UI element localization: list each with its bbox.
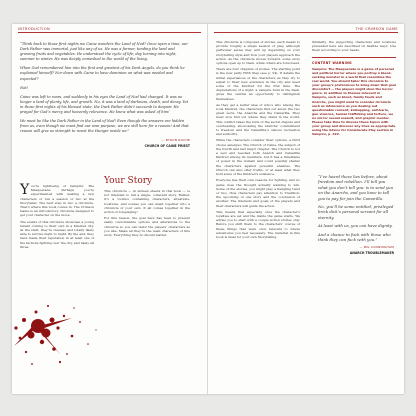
sidebar-column xyxy=(312,40,396,136)
running-head-left: INTRODUCTION xyxy=(18,27,51,31)
quote-paragraph: When God remembered him into the first and greatest of his Dark Angels, do you think he explained himself? Nor down with Caine to have dominion on what was needed and expected? xyxy=(20,66,185,81)
left-page xyxy=(12,24,208,394)
attribution-role: ANARCH TROUBLEMAKER xyxy=(349,250,394,255)
opening-quote xyxy=(20,42,190,149)
running-head-right: THE CRIMSON GAME xyxy=(355,27,398,31)
content-warning-text: Vampire: The Masquerade is a game of personal and political horror where you portray a blood-sucking monster in a world that resembles the real world. You should tailor this chronicle to your group’s preferences to bring down that goal discomfort — the players might shun the horror genre. In addition to themes inherent in Vampire, such as blood, family feuds and Anarchs, you might want to consider chronicle such as intolerance as you dealing out questionable consent, kidnapping, self-harm, gun violence, human trafficking and torture, we no mirror sexual assault, and graphic murder. Please take time to discuss these topics with your group and discover any lines as appropriate using the Advice for Considerate Play section in Vampire, p. 422. xyxy=(312,66,396,137)
body-paragraph: This chronicle is composed of stories, each meant to provide roughly a single session of play, although particular series may add up depending on your storytelling style and how your players approach the action. As the chronicle moves forward, some story options open up to them, while others are foreclosed. xyxy=(216,40,300,66)
body-paragraph: This means that especially once the character’s loyalties are set and the inside the game starts. We advise you to start with a couple Action stories only. Before you shift them to the characters’ course of these things that were once relevant to where adventures you feel necessary. The material in this book is ideal for your own Storytelling. xyxy=(216,209,300,239)
attribution-name: — BIG CUNNINGHAM xyxy=(359,245,394,250)
body-paragraph: Similarly, the supporting characters and locations presented here are described on flexible ways. Use them according to your needs. xyxy=(312,40,396,53)
header-rule-left xyxy=(18,32,201,33)
header-rule-right xyxy=(214,32,398,33)
quote-attribution xyxy=(20,138,190,148)
quote-paragraph: Not! xyxy=(20,85,29,90)
quote-paragraph: At least with us, you can have dignity. xyxy=(318,223,393,229)
quote-paragraph: No, you’ll be some entitled, privileged brick dick’s personal servant for all eternity. xyxy=(318,204,394,220)
book-spread xyxy=(12,24,404,394)
body-paragraph: As they get a better idea of who’s who among the local Kindred, the characters find out about the two great sects, the Anarchs and the Camarilla. They must now find out where they stand in the world. This conflict takes the form of the secret dispute and overbearing, showcasing the Anarchs’ commitment to freedom and the Camarilla’s callous recreation and authority. xyxy=(216,102,300,137)
chronicle-column xyxy=(216,40,300,241)
attribution-role: CHURCH OF CAINE PRIEST xyxy=(144,143,190,148)
section-title: Your Story xyxy=(104,176,153,186)
body-paragraph: There are four chapters of stories. The starting point is the new party Fifth Step (see p. 54). It details the initial experiences of the characters as they try to adjust to their new existence in the city and meet some of the Kindred for the first time. The depredations of a night, a vampire hunt in the flesh, gives the central an opportunity to distinguish themselves. xyxy=(216,67,300,101)
blood-splatter-decoration xyxy=(12,234,162,394)
content-warning-box xyxy=(312,57,396,137)
quote-paragraph: We must be like the Dark Father in the Land of Nod! Even though the answers are hidden from us, even though we must find our own purpose, we are still here for a reason! And that reason will give us strength to resist the Hunger inside us!” xyxy=(20,119,189,134)
intro-text: ou’re lightbeing of Vampire: The Masquerade. Perhaps you’re experimented with making a few characters or run a session or two at the Storyteller. The next step in two a chronicle. That’s where this book comes in. The Crimson Game is an introductory chronicle designed to get your character on the move. xyxy=(20,184,94,218)
quote-paragraph: And a chance to fuck with those who think they can fuck with you.” xyxy=(318,231,391,243)
quote-paragraph: “Think back to those first nights we Caine wonders the Land of Nod? Once upon a time, our Dark Father was immortal, just like any of us. He was a farmer, tending the land and growing fruits and vegetables. He understood the cycle of life; day turning into night, summer to winter. He was deeply enmeshed in the world of the living. xyxy=(20,42,188,62)
intro-paragraph xyxy=(20,184,94,218)
quote-attribution xyxy=(318,245,394,256)
quote-paragraph: “I’ve heard these lies before, about freedom and rebellion. I’ll tell you what you don’t tell you: is to send you on the Anarchs, and you have to tell you to pay for join the Camarilla. xyxy=(318,174,393,201)
content-warning-title: CONTENT WARNING xyxy=(312,60,352,65)
attribution-name: — BYRON ROCHE xyxy=(161,138,190,143)
story-paragraph: For this reason, the goal here has been to present easily customizable options and alterations to the chronicle so you can tailor the players’ characters as you like. Make all they’re the main characters of this story. Everything they do should matter. xyxy=(104,216,190,238)
right-page xyxy=(208,24,404,394)
anarch-quote xyxy=(318,174,394,256)
body-paragraph: Everyone has their own reasons for fighting, and no game does the thought actually wanting to win. Some of the stories, you might play a fledgling twist or two, thus characters pay attention to Tradition, the upcoming of one story and the conclusion of another. The interests and goals of the players and their characters will guide the action. xyxy=(216,178,300,208)
drop-cap: Y xyxy=(20,182,30,198)
your-story-column xyxy=(104,176,190,239)
quote-paragraph: Caine was left to roam, and suddenly in his eyes the Land of Nod had changed. It was no longer a land of plenty, life, and growth. No, it was a land of darkness, death, and decay. Yet in those first nights of his blessed state, the Dark Father didn’t succumb to despair. He prayed for God’s mercy and heavenly relevance. He knew what was asked of him! xyxy=(20,94,189,115)
story-paragraph: This chronicle — in sixteen sheets in this book — is not intended to tell a single, coherent story. Rather, it’s a toolbox containing characters, situations, locations, and scenes you can mash together into a chronicle of your own. It all comes together in the action of roleplaying! xyxy=(104,189,190,215)
body-paragraph: While the characters consider their options, a third choice emerges: The Church of Caine, the subject of the fourth and last major chapter. The Church is not a sect and reached both Anarch and Camarilla Kindred among its members, but it has a timeframe of power in the domain and could possibly shelter the characters against powerful enemies. The Church can also offer truths, or at least what they hold some of the Kindred’s existence. xyxy=(216,138,300,177)
intro-paragraph: The events of this chronicle showcase a young tenant coming to their own in a Kindred city. At the start, they’re clueless and totally likely able to survive night to night. By the end, they have made their reputation in at least one of the factions fighting over the city, and likely all three. xyxy=(20,219,94,249)
